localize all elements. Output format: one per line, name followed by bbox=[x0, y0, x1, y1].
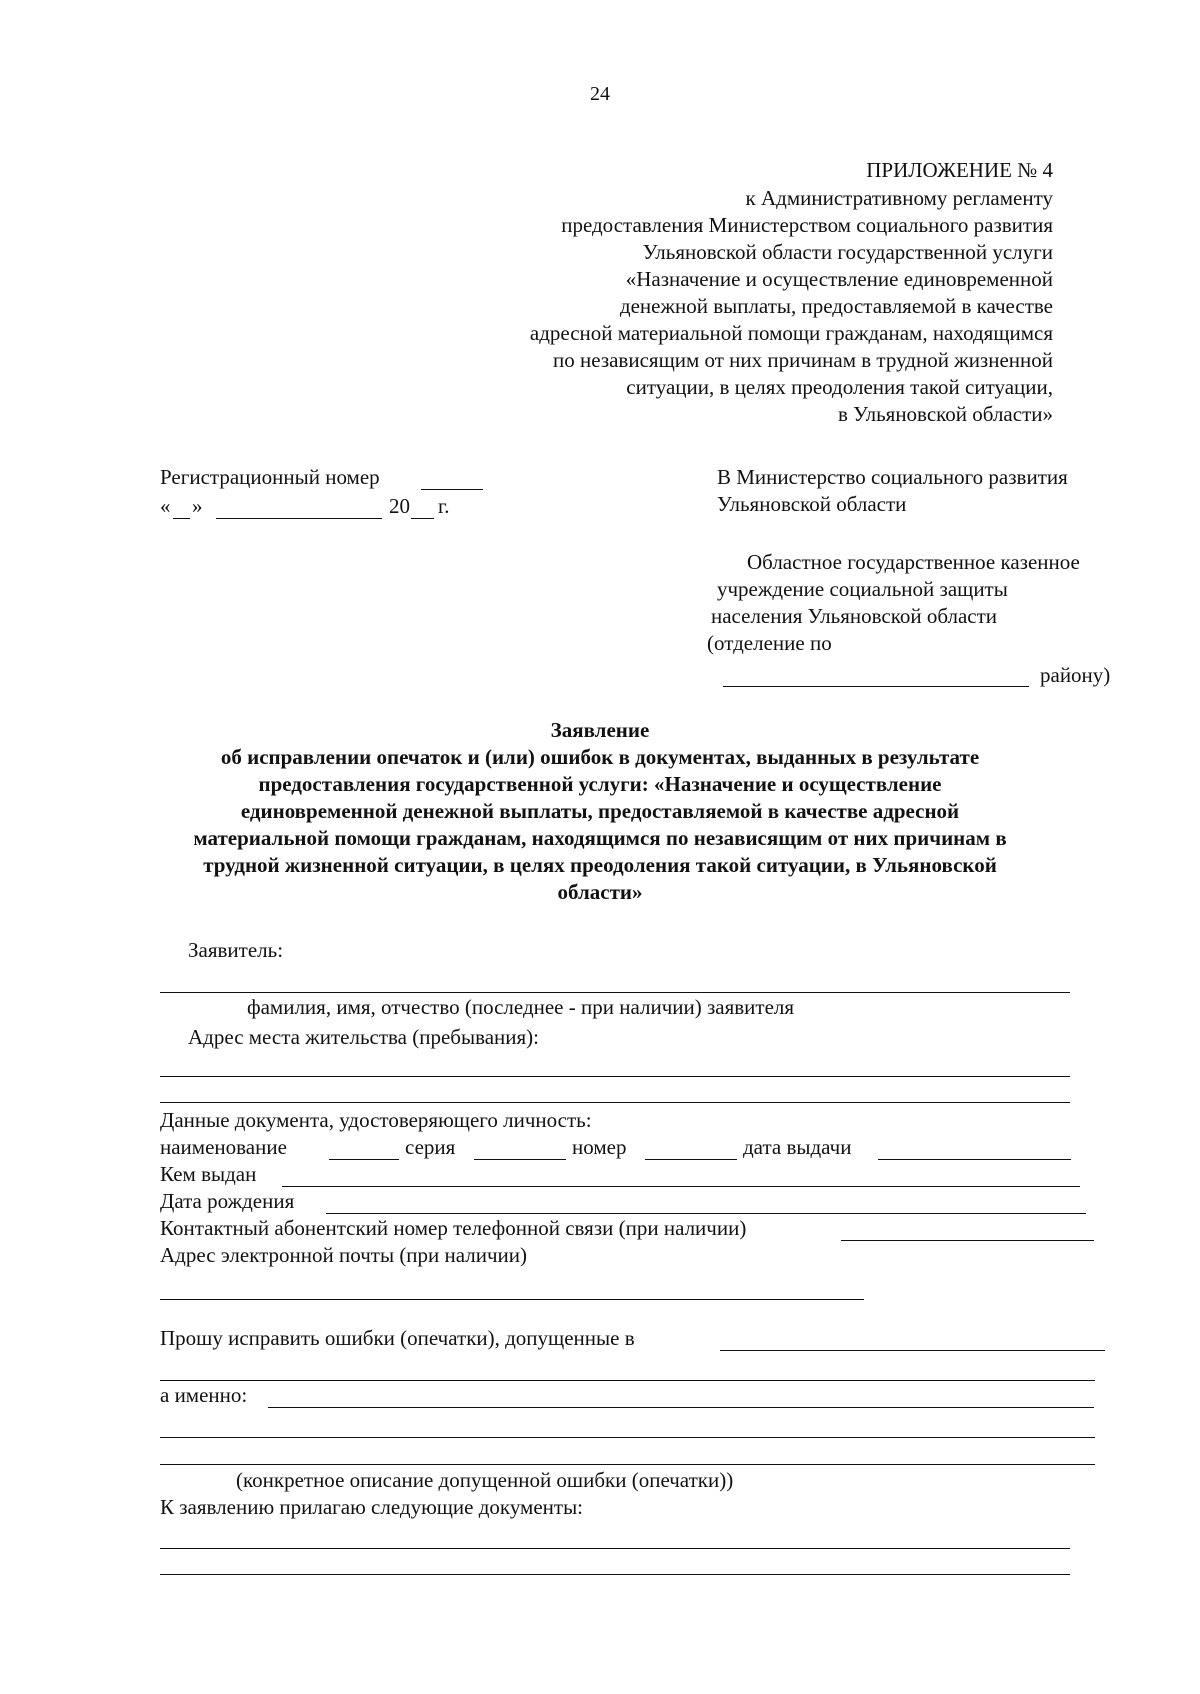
correction-document-field[interactable] bbox=[720, 1350, 1105, 1351]
error-description-field-line3[interactable] bbox=[160, 1464, 1095, 1465]
issued-by-label: Кем выдан bbox=[160, 1162, 257, 1186]
heading-line: об исправлении опечаток и (или) ошибок в документах, выданных в результате bbox=[220, 745, 980, 769]
registration-year-field[interactable] bbox=[411, 518, 434, 519]
appendix-title: ПРИЛОЖЕНИЕ № 4 bbox=[866, 158, 1053, 182]
id-name-label: наименование bbox=[160, 1135, 287, 1159]
namely-label: а именно: bbox=[160, 1383, 248, 1407]
email-field[interactable] bbox=[160, 1299, 864, 1300]
recipient-institution: (отделение по bbox=[707, 631, 832, 655]
error-description-field[interactable] bbox=[268, 1407, 1094, 1408]
appendix-line: по независящим от них причинам в трудной жизненной bbox=[553, 348, 1053, 372]
id-document-label: Данные документа, удостоверяющего личность: bbox=[160, 1108, 592, 1132]
id-issue-date-field[interactable] bbox=[878, 1159, 1071, 1160]
address-field-line2[interactable] bbox=[160, 1102, 1070, 1103]
recipient-institution: учреждение социальной защиты bbox=[717, 577, 1008, 601]
recipient-ministry-region: Ульяновской области bbox=[717, 492, 907, 516]
registration-date-close-quote: » bbox=[192, 494, 203, 518]
phone-label: Контактный абонентский номер телефонной связи (при наличии) bbox=[160, 1216, 747, 1240]
heading-line: области» bbox=[557, 880, 643, 904]
heading-line: трудной жизненной ситуации, в целях преодоления такой ситуации, в Ульяновской bbox=[203, 853, 997, 877]
registration-year-suffix: г. bbox=[438, 494, 450, 518]
address-label: Адрес места жительства (пребывания): bbox=[188, 1025, 540, 1049]
heading-title: Заявление bbox=[550, 718, 650, 742]
appendix-line: предоставления Министерством социального развития bbox=[561, 213, 1053, 237]
appendix-line: денежной выплаты, предоставляемой в качестве bbox=[619, 294, 1053, 318]
registration-date-open-quote: « bbox=[160, 494, 171, 518]
phone-field[interactable] bbox=[841, 1240, 1094, 1241]
district-field[interactable] bbox=[723, 686, 1029, 687]
error-description-field-line2[interactable] bbox=[160, 1437, 1095, 1438]
appendix-line: адресной материальной помощи гражданам, находящимся bbox=[529, 321, 1053, 345]
appendix-line: Ульяновской области государственной услуги bbox=[642, 240, 1053, 264]
id-series-field[interactable] bbox=[474, 1159, 566, 1160]
correction-document-field-line2[interactable] bbox=[160, 1380, 1095, 1381]
issued-by-field[interactable] bbox=[282, 1186, 1080, 1187]
id-number-field[interactable] bbox=[645, 1159, 737, 1160]
id-series-label: серия bbox=[405, 1135, 456, 1159]
birth-date-label: Дата рождения bbox=[160, 1189, 295, 1213]
registration-day-field[interactable] bbox=[173, 518, 190, 519]
registration-year-prefix: 20 bbox=[389, 494, 410, 518]
recipient-institution: Областное государственное казенное bbox=[747, 550, 1080, 574]
attachments-field-line2[interactable] bbox=[160, 1574, 1070, 1575]
correction-request-label: Прошу исправить ошибки (опечатки), допущенные в bbox=[160, 1326, 635, 1350]
id-issue-date-label: дата выдачи bbox=[743, 1135, 852, 1159]
applicant-label: Заявитель: bbox=[188, 938, 284, 962]
id-number-label: номер bbox=[572, 1135, 627, 1159]
id-name-field[interactable] bbox=[329, 1159, 399, 1160]
applicant-fio-field[interactable] bbox=[160, 992, 1070, 993]
heading-line: материальной помощи гражданам, находящимся по независящим от них причинам в bbox=[193, 826, 1007, 850]
address-field-line1[interactable] bbox=[160, 1076, 1070, 1077]
applicant-fio-caption: фамилия, имя, отчество (последнее - при наличии) заявителя bbox=[247, 995, 795, 1019]
appendix-line: ситуации, в целях преодоления такой ситуации, bbox=[626, 375, 1053, 399]
error-description-caption: (конкретное описание допущенной ошибки (опечатки)) bbox=[236, 1468, 734, 1492]
email-label: Адрес электронной почты (при наличии) bbox=[160, 1243, 528, 1267]
heading-line: единовременной денежной выплаты, предоставляемой в качестве адресной bbox=[240, 799, 960, 823]
appendix-line: «Назначение и осуществление единовременной bbox=[625, 267, 1053, 291]
appendix-line: к Административному регламенту bbox=[745, 186, 1053, 210]
registration-number-field[interactable] bbox=[421, 489, 483, 490]
appendix-line: в Ульяновской области» bbox=[837, 402, 1053, 426]
birth-date-field[interactable] bbox=[326, 1213, 1086, 1214]
registration-month-field[interactable] bbox=[216, 518, 382, 519]
attachments-field-line1[interactable] bbox=[160, 1548, 1070, 1549]
district-suffix: району) bbox=[1040, 663, 1111, 687]
recipient-institution: населения Ульяновской области bbox=[711, 604, 998, 628]
registration-number-label: Регистрационный номер bbox=[160, 465, 380, 489]
page-number: 24 bbox=[590, 83, 610, 105]
heading-line: предоставления государственной услуги: «Назначение и осуществление bbox=[258, 772, 942, 796]
attachments-label: К заявлению прилагаю следующие документы: bbox=[160, 1495, 584, 1519]
recipient-ministry: В Министерство социального развития bbox=[717, 465, 1068, 489]
